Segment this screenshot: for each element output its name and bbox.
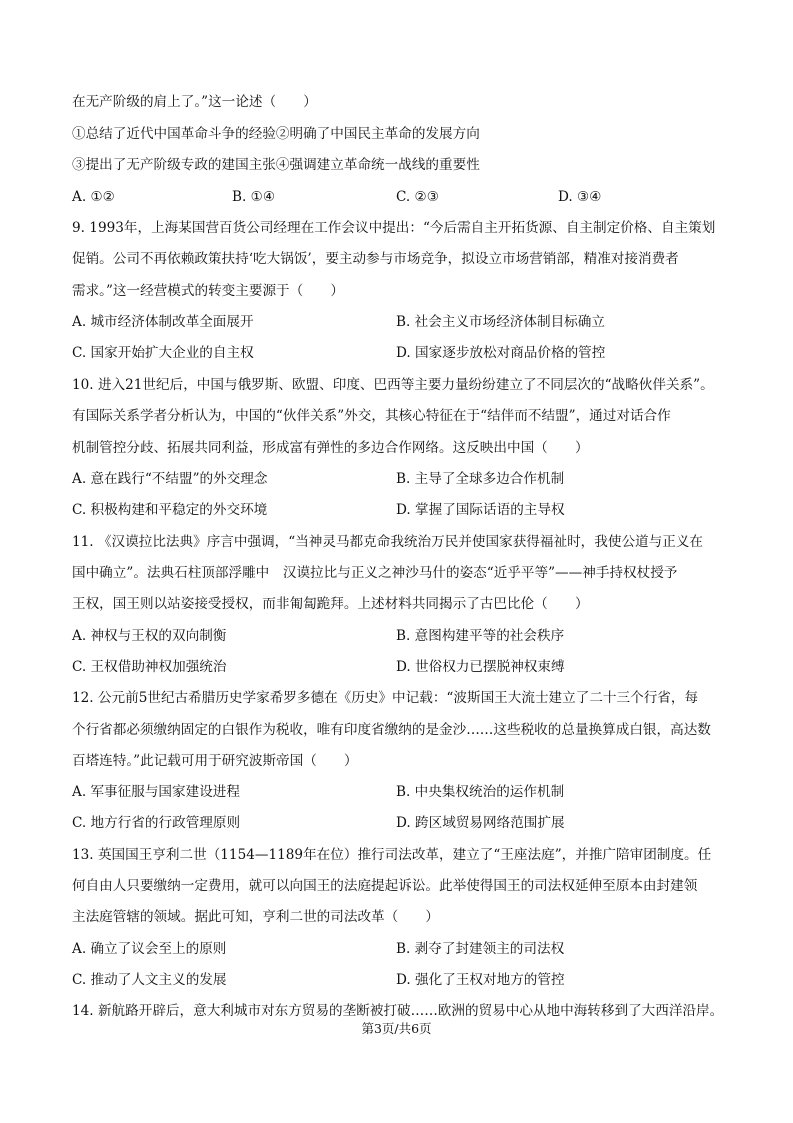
q11-option-d: D. 世俗权力已摆脱神权束缚 [396, 659, 565, 675]
q8-option-c: C. ②③ [396, 189, 439, 205]
q13-option-b: B. 剥夺了封建领主的司法权 [396, 941, 565, 957]
q9-option-b: B. 社会主义市场经济体制目标确立 [396, 314, 605, 330]
q9-option-a: A. 城市经济体制改革全面展开 [72, 314, 254, 330]
q10-stem-line-2: 有国际关系学者分析认为，中国的“伙伴关系”外交，其核心特征在于“结伴而不结盟”，通过对话合作 [72, 408, 671, 424]
q12-stem-line-2: 个行省都必须缴纳固定的白银作为税收，唯有印度省缴纳的是金沙……这些税收的总量换算成白银，高达数 [72, 722, 711, 738]
q9-stem-line-1: 9. 1993年，上海某国营百货公司经理在工作会议中提出：“今后需自主开拓货源、自主制定价格、自主策划 [72, 220, 716, 236]
q8-option-b: B. ①④ [232, 189, 276, 205]
q11-stem-line-3: 王权，国王则以站姿接受授权，而非匍匐跪拜。上述材料共同揭示了古巴比伦（ ） [72, 596, 589, 612]
q12-option-d: D. 跨区域贸易网络范围扩展 [396, 815, 565, 831]
q12-option-b: B. 中央集权统治的运作机制 [396, 784, 565, 800]
q10-option-d: D. 掌握了国际话语的主导权 [396, 502, 565, 518]
q10-stem-line-3: 机制管控分歧、拓展共同利益，形成富有弹性的多边合作网络。这反映出中国（ ） [72, 440, 589, 456]
q13-stem-line-3: 主法庭管辖的领域。据此可知，亨利二世的司法改革（ ） [72, 909, 440, 925]
page-number-footer: 第3页/共6页 [361, 1021, 432, 1036]
q9-option-d: D. 国家逐步放松对商品价格的管控 [396, 345, 606, 361]
q12-option-a: A. 军事征服与国家建设进程 [72, 784, 240, 800]
q10-option-c: C. 积极构建和平稳定的外交环境 [72, 502, 268, 518]
q14-stem-line-1: 14. 新航路开辟后，意大利城市对东方贸易的垄断被打破……欧洲的贸易中心从地中海转移到了大西洋沿岸。 [72, 1003, 724, 1019]
q11-option-a: A. 神权与王权的双向制衡 [72, 628, 227, 644]
q12-stem-line-1: 12. 公元前5世纪古希腊历史学家希罗多德在《历史》中记载：“波斯国王大流士建立了二十三个行省，每 [72, 690, 699, 706]
q12-stem-line-3: 百塔连特。”此记载可用于研究波斯帝国（ ） [72, 753, 358, 769]
q9-stem-line-3: 需求。”这一经营模式的转变主要源于（ ） [72, 283, 345, 299]
q11-stem-line-2: 国中确立”。法典石柱顶部浮雕中 汉谟拉比与正义之神沙马什的姿态“近乎平等”——神手持权杖授予 [72, 565, 678, 581]
q9-option-c: C. 国家开始扩大企业的自主权 [72, 345, 254, 361]
q10-option-a: A. 意在践行“不结盟”的外交理念 [72, 471, 268, 487]
q11-option-b: B. 意图构建平等的社会秩序 [396, 628, 565, 644]
q13-option-a: A. 确立了议会至上的原则 [72, 941, 227, 957]
q11-stem-line-1: 11. 《汉谟拉比法典》序言中强调，“当神灵马都克命我统治万民并使国家获得福祉时，我使公道与正义在 [72, 534, 704, 550]
q8-option-a: A. ①② [72, 189, 115, 205]
q9-stem-line-2: 促销。公司不再依赖政策扶持‘吃大锅饭’，要主动参与市场竞争，拟设立市场营销部，精准对接消费者 [72, 251, 679, 267]
q11-option-c: C. 王权借助神权加强统治 [72, 659, 227, 675]
q12-option-c: C. 地方行省的行政管理原则 [72, 815, 241, 831]
q8-items-line-1: ①总结了近代中国革命斗争的经验②明确了中国民主革命的发展方向 [72, 126, 480, 142]
q10-option-b: B. 主导了全球多边合作机制 [396, 471, 565, 487]
q10-stem-line-1: 10. 进入21世纪后，中国与俄罗斯、欧盟、印度、巴西等主要力量纷纷建立了不同层次的“战略伙伴关系”。 [72, 377, 714, 393]
q13-option-c: C. 推动了人文主义的发展 [72, 972, 227, 988]
q8-stem-end: 在无产阶级的肩上了。”这一论述（ ） [72, 94, 317, 110]
q8-option-d: D. ③④ [558, 189, 602, 205]
q8-items-line-2: ③提出了无产阶级专政的建国主张④强调建立革命统一战线的重要性 [72, 157, 480, 173]
q13-stem-line-1: 13. 英国国王亨利二世（1154—1189年在位）推行司法改革，建立了“王座法庭”，并推广陪审团制度。任 [72, 847, 712, 863]
q13-stem-line-2: 何自由人只要缴纳一定费用，就可以向国王的法庭提起诉讼。此举使得国王的司法权延伸至原本由封建领 [72, 878, 698, 894]
q13-option-d: D. 强化了王权对地方的管控 [396, 972, 565, 988]
